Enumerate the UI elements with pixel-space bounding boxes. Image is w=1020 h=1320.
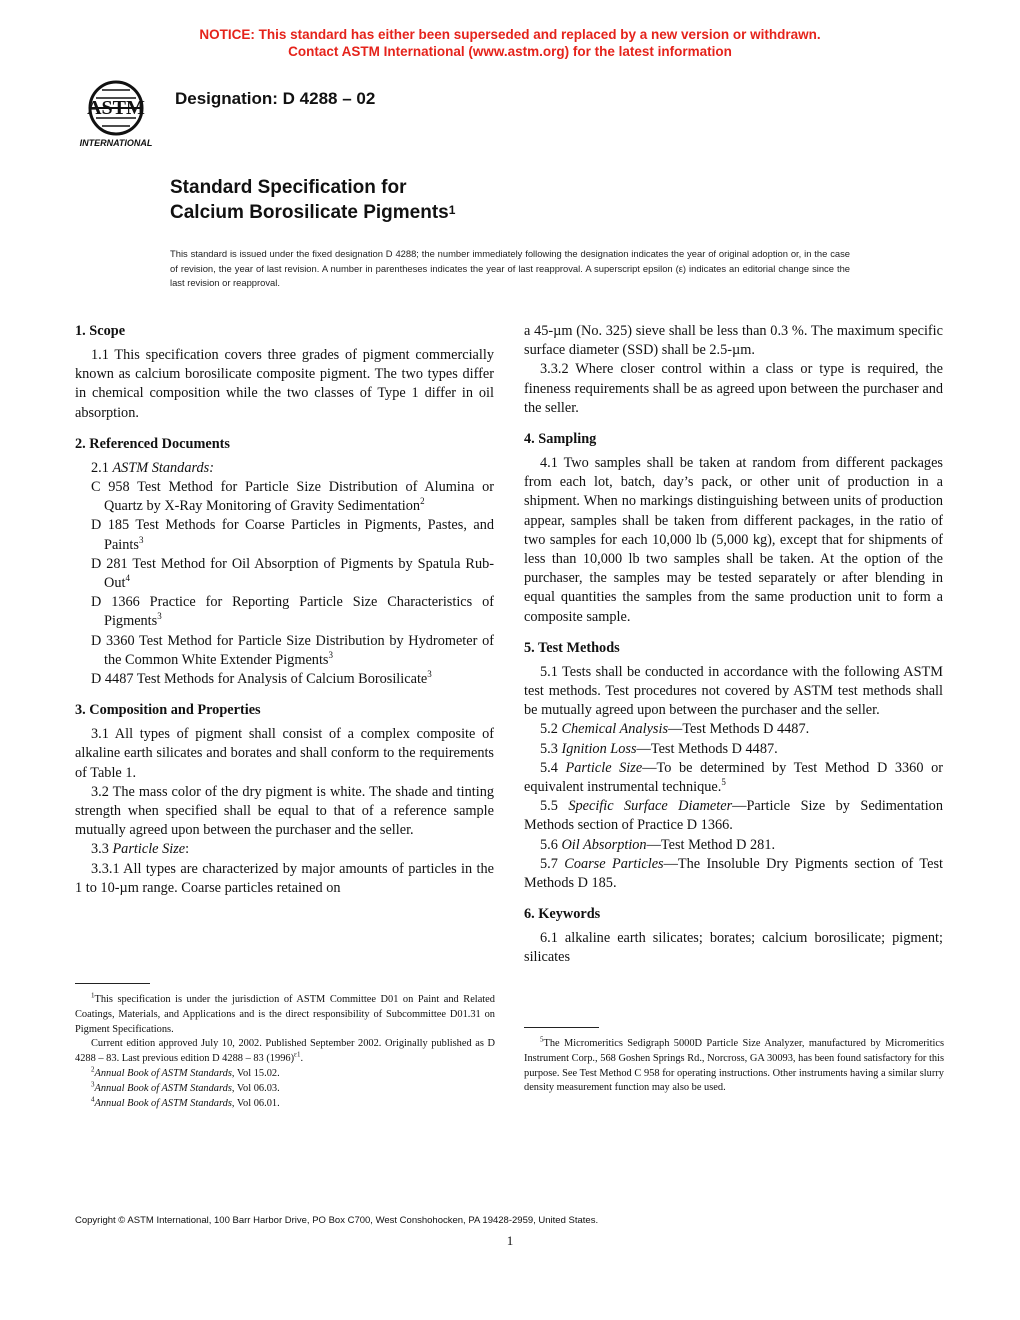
num: 5.4 — [540, 759, 558, 776]
num: 5.5 — [540, 798, 558, 815]
section-4-heading: 4. Sampling — [524, 431, 597, 448]
fn-sup: 2 — [91, 1065, 95, 1074]
ref-sup: 3 — [427, 669, 432, 680]
designation: Designation: D 4288 – 02 — [175, 89, 376, 108]
rest: —Test Methods D 4487. — [636, 740, 778, 757]
footnote-1b — [75, 1037, 495, 1067]
fn-text: , Vol 06.01. — [231, 1097, 280, 1109]
para-3-3-1-continued: a 45-µm (No. 325) sieve shall be less than 0.3 %. The maximum specific surface diameter (SSD) shall be 2.5-µm. — [524, 323, 943, 359]
reference-d3360 — [75, 632, 494, 670]
para-2-1-italic: ASTM Standards: — [112, 459, 214, 476]
num: 5.2 — [540, 721, 558, 738]
rest: —Test Methods D 4487. — [668, 721, 810, 738]
reference-c958 — [75, 478, 494, 516]
notice-line-2: Contact ASTM International (www.astm.org) for the latest information — [288, 44, 732, 59]
para-2-1-num: 2.1 — [91, 459, 109, 476]
logo-text: ASTM — [87, 97, 145, 119]
document-title — [170, 175, 455, 225]
notice-line-1: NOTICE: This standard has either been superseded and replaced by a new version or withdrawn. — [199, 27, 821, 42]
footnote-3 — [75, 1082, 495, 1097]
rest: —Particle Size by Sedimentation Methods section of Practice D 1366. — [524, 798, 943, 834]
footnotes-left — [75, 993, 495, 1111]
ref-text: D 3360 Test Method for Particle Size Distribution by Hydrometer of the Common White Extender Pigments — [91, 632, 494, 668]
title-line-2-text: Calcium Borosilicate Pigments — [170, 202, 449, 223]
italic-term: Coarse Particles — [564, 855, 664, 872]
rest: —The Insoluble Dry Pigments section of Test Methods D 185. — [524, 855, 943, 892]
section-1-heading: 1. Scope — [75, 323, 126, 339]
fn-italic: Annual Book of ASTM Standards — [94, 1082, 232, 1094]
para-5-4 — [524, 759, 943, 797]
ref-text: D 4487 Test Methods for Analysis of Calcium Borosilicate — [91, 671, 428, 688]
ref-text: D 281 Test Method for Oil Absorption of Pigments by Spatula Rub-Out — [91, 555, 494, 592]
section-3-heading: 3. Composition and Properties — [75, 702, 261, 719]
right-column — [524, 322, 943, 968]
footnote-5 — [524, 1037, 944, 1096]
num: 5.3 — [540, 740, 558, 757]
para-5-1: 5.1 Tests shall be conducted in accordance with the following ASTM test methods. Test procedures not covered by ASTM test methods shall be mutually agreed upon between the purchaser and the seller. — [524, 663, 943, 719]
section-2-heading: 2. Referenced Documents — [75, 435, 230, 452]
title-line-1: Standard Specification for — [170, 177, 407, 198]
fn-end: . — [300, 1053, 304, 1065]
reference-d281 — [75, 555, 494, 593]
fn-italic: Annual Book of ASTM Standards — [94, 1097, 232, 1109]
fn-sup: 3 — [91, 1080, 95, 1089]
para-3-3-italic: Particle Size — [112, 841, 186, 858]
footnote-1 — [75, 993, 495, 1037]
fn-sup: 5 — [540, 1035, 544, 1044]
italic-term: Ignition Loss — [561, 740, 637, 757]
para-3-3 — [75, 840, 494, 859]
footnote-4 — [75, 1097, 495, 1112]
fn-text: The Micromeritics Sedigraph 5000D Particle Size Analyzer, manufactured by Micromeritics Instrument Corp., 568 Goshen Springs Rd., Norcross, GA 30093, has been found satisfactory for this purpose. See Test Method C 958 for operating instructions. Other instruments having a similar slurry density measurement function may also be used. — [524, 1038, 944, 1094]
footnote-ref: 5 — [721, 777, 726, 788]
para-3-2: 3.2 The mass color of the dry pigment is white. The shade and tinting strength when specified shall be equal to that of a reference sample mutually agreed upon between the purchaser and the seller. — [75, 783, 494, 839]
superseded-notice — [0, 26, 1020, 60]
para-1-1: 1.1 This specification covers three grades of pigment commercially known as calcium borosilicate composite pigment. The two types differ in chemical composition while the two classes of Type 1 differ in oil absorption. — [75, 347, 494, 421]
left-column — [75, 322, 494, 898]
num: 5.7 — [540, 855, 558, 872]
fn-sup: ε1 — [294, 1050, 301, 1059]
ref-sup: 3 — [138, 534, 144, 545]
para-3-1: 3.1 All types of pigment shall consist of a complex composite of alkaline earth silicates and borates and shall conform to the requirements of Table 1. — [75, 726, 494, 781]
fn-text: Current edition approved July 10, 2002. Published September 2002. Originally published as D 4288 – 83. Last previous edition D 4288 – 83 (1996) — [75, 1038, 495, 1065]
para-5-5 — [524, 797, 943, 835]
para-3-3-2: 3.3.2 Where closer control within a class or type is required, the fineness requirements shall be as agreed upon between the purchaser and the seller. — [524, 361, 943, 416]
footnote-rule-right — [524, 1027, 599, 1028]
para-5-6 — [524, 836, 943, 855]
footnote-2 — [75, 1067, 495, 1082]
fn-sup: 4 — [91, 1095, 95, 1104]
section-6-heading: 6. Keywords — [524, 906, 601, 923]
issued-note: This standard is issued under the fixed designation D 4288; the number immediately following the designation indicates the year of original adoption or, in the case of revision, the year of last revision. A number in parentheses indicates the year of last reapproval. A superscript epsilon (ε) indicates an editorial change since the last revision or reapproval. — [170, 248, 850, 288]
astm-logo — [72, 78, 160, 150]
para-4-1: 4.1 Two samples shall be taken at random from different packages from each lot, batch, day’s pack, or other unit of production in a shipment. When no markings distinguishing between units of production appear, samples shall be taken from different packages, in the ratio of two samples for each 10,000 lb (5,000 kg), except that for shipments of less than 10,000 lb two samples shall be taken. At the option of the purchaser, the samples may be tested separately or after blending in equal quantities the samples from the same production unit to form a composite sample. — [524, 455, 943, 625]
title-line-2 — [170, 200, 455, 225]
ref-text: D 1366 Practice for Reporting Particle Size Characteristics of Pigments — [91, 594, 494, 630]
footnotes-right — [524, 1037, 944, 1096]
ref-sup: 2 — [420, 496, 425, 507]
para-6-1: 6.1 alkaline earth silicates; borates; calcium borosilicate; pigment; silicates — [524, 930, 943, 966]
italic-term: Particle Size — [565, 759, 643, 776]
para-3-3-colon: : — [185, 841, 190, 858]
ref-text: C 958 Test Method for Particle Size Distribution of Alumina or Quartz by X-Ray Monitoring of Gravity Sedimentation — [91, 479, 494, 515]
fn-text: , Vol 15.02. — [231, 1067, 280, 1079]
rest: —To be determined by Test Method D 3360 or equivalent instrumental technique. — [524, 759, 943, 796]
reference-d1366 — [75, 593, 494, 631]
num: 5.6 — [540, 836, 558, 853]
logo-subtitle: INTERNATIONAL — [79, 138, 153, 148]
title-footnote-ref: 1 — [448, 203, 456, 217]
ref-sup: 3 — [328, 650, 333, 661]
fn-text: This specification is under the jurisdiction of ASTM Committee D01 on Paint and Related Coatings, Materials, and Applications and is the direct responsibility of Subcommittee D01.31 on Pigment Specifications. — [75, 994, 495, 1035]
ref-sup: 3 — [157, 611, 162, 622]
footnote-rule-left — [75, 983, 150, 984]
italic-term: Specific Surface Diameter — [568, 798, 733, 815]
reference-d4487 — [75, 670, 494, 689]
ref-text: D 185 Test Methods for Coarse Particles in Pigments, Pastes, and Paints — [91, 517, 494, 553]
para-5-7 — [524, 855, 943, 893]
fn-sup: 1 — [91, 991, 95, 1000]
para-3-3-num: 3.3 — [91, 841, 109, 858]
rest: —Test Method D 281. — [646, 836, 776, 853]
fn-italic: Annual Book of ASTM Standards — [94, 1067, 232, 1079]
para-5-3 — [524, 740, 943, 759]
para-5-2 — [524, 720, 943, 739]
reference-d185 — [75, 516, 494, 554]
section-5-heading: 5. Test Methods — [524, 639, 620, 656]
ref-sup: 4 — [125, 573, 130, 584]
italic-term: Chemical Analysis — [561, 721, 669, 738]
fn-text: , Vol 06.03. — [231, 1082, 280, 1094]
italic-term: Oil Absorption — [561, 836, 647, 853]
page-number: 1 — [506, 1233, 514, 1248]
copyright: Copyright © ASTM International, 100 Barr Harbor Drive, PO Box C700, West Conshohocken, PA 19428-2959, United States. — [75, 1215, 599, 1226]
para-2-1 — [75, 459, 494, 478]
astm-logo-icon — [72, 78, 160, 150]
para-3-3-1: 3.3.1 All types are characterized by major amounts of particles in the 1 to 10-µm range. Coarse particles retained on — [75, 860, 494, 896]
